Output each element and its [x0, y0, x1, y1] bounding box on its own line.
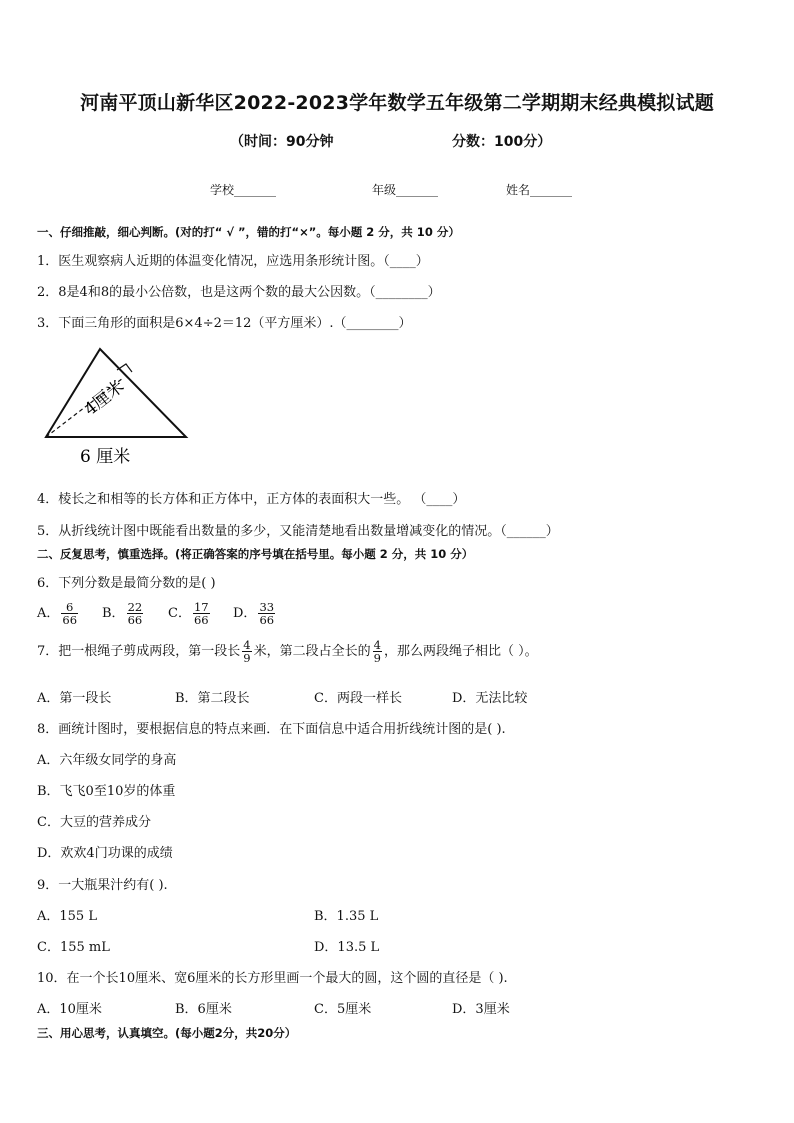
q10-option-c: C．5厘米 [314, 1002, 372, 1017]
q8-option-d: D．欢欢4门功课的成绩 [37, 846, 173, 861]
grade-field: 年级_______ [372, 183, 439, 197]
question-5: 5．从折线统计图中既能看出数量的多少，又能清楚地看出数量增减变化的情况。（______） [37, 524, 559, 539]
section-3-heading: 三、用心思考，认真填空。(每小题2分，共20分） [37, 1026, 297, 1040]
question-8: 8．画统计图时，要根据信息的特点来画．在下面信息中适合用折线统计图的是( ). [37, 722, 506, 737]
right-angle-mark [117, 364, 132, 372]
q6-option-b: B． $\frac{22}{66}$ [102, 600, 143, 628]
q7-option-d: D．无法比较 [452, 691, 528, 706]
question-3: 3．下面三角形的面积是6×4÷2＝12（平方厘米）.（________） [37, 316, 412, 331]
question-10: 10．在一个长10厘米、宽6厘米的长方形里画一个最大的圆，这个圆的直径是（ ). [37, 971, 508, 986]
exam-time: （时间：90分钟 [230, 134, 334, 150]
question-9: 9．一大瓶果汁约有( ). [37, 878, 168, 893]
question-6: 6．下列分数是最简分数的是( ) [37, 576, 216, 591]
page-title: 河南平顶山新华区2022-2023学年数学五年级第二学期期末经典模拟试题 [80, 92, 714, 114]
exam-score: 分数：100分） [452, 134, 552, 150]
question-1: 1．医生观察病人近期的体温变化情况，应选用条形统计图。（____） [37, 254, 429, 269]
fraction: $\frac{22}{66}$ [127, 600, 143, 628]
q8-option-c: C．大豆的营养成分 [37, 815, 151, 830]
fraction: $\frac{33}{66}$ [259, 600, 275, 628]
q10-option-b: B．6厘米 [175, 1002, 232, 1017]
q8-option-b: B．飞飞0至10岁的体重 [37, 784, 176, 799]
q9-option-b: B．1.35 L [314, 909, 379, 924]
q6-option-d: D． $\frac{33}{66}$ [233, 600, 275, 628]
question-7: 7．把一根绳子剪成两段，第一段长 $\frac{4}{9}$ 米，第二段占全长的 $\frac{4}{9}$ ，那么两段绳子相比（ ）。 [37, 638, 538, 666]
fraction: $\frac{6}{66}$ [62, 600, 78, 628]
q10-option-d: D．3厘米 [452, 1002, 510, 1017]
fraction: $\frac{4}{9}$ [373, 638, 381, 666]
triangle-figure [38, 340, 198, 470]
q7-option-c: C．两段一样长 [314, 691, 402, 706]
q10-option-a: A．10厘米 [37, 1002, 102, 1017]
q9-option-c: C．155 mL [37, 940, 110, 955]
section-1-heading: 一、仔细推敲，细心判断。(对的打“ √ ”，错的打“×”。每小题 2 分，共 10 分） [37, 225, 460, 239]
q6-option-a: A． $\frac{6}{66}$ [37, 600, 78, 628]
q9-option-d: D．13.5 L [314, 940, 380, 955]
school-field: 学校_______ [210, 183, 277, 197]
q7-option-b: B．第二段长 [175, 691, 250, 706]
height-label: 4厘米 [80, 376, 129, 420]
fraction: $\frac{4}{9}$ [243, 638, 251, 666]
q8-option-a: A．六年级女同学的身高 [37, 753, 177, 768]
fraction: $\frac{17}{66}$ [193, 600, 209, 628]
question-2: 2．8是4和8的最小公倍数，也是这两个数的最大公因数。（________） [37, 285, 441, 300]
question-4: 4．棱长之和相等的长方体和正方体中，正方体的表面积大一些。 （____） [37, 492, 466, 507]
q9-option-a: A．155 L [37, 909, 97, 924]
name-field: 姓名_______ [506, 183, 573, 197]
q6-option-c: C． $\frac{17}{66}$ [168, 600, 209, 628]
section-2-heading: 二、反复思考，慎重选择。(将正确答案的序号填在括号里。每小题 2 分，共 10 分） [37, 547, 474, 561]
q7-option-a: A．第一段长 [37, 691, 112, 706]
base-label: 6 厘米 [80, 447, 131, 467]
